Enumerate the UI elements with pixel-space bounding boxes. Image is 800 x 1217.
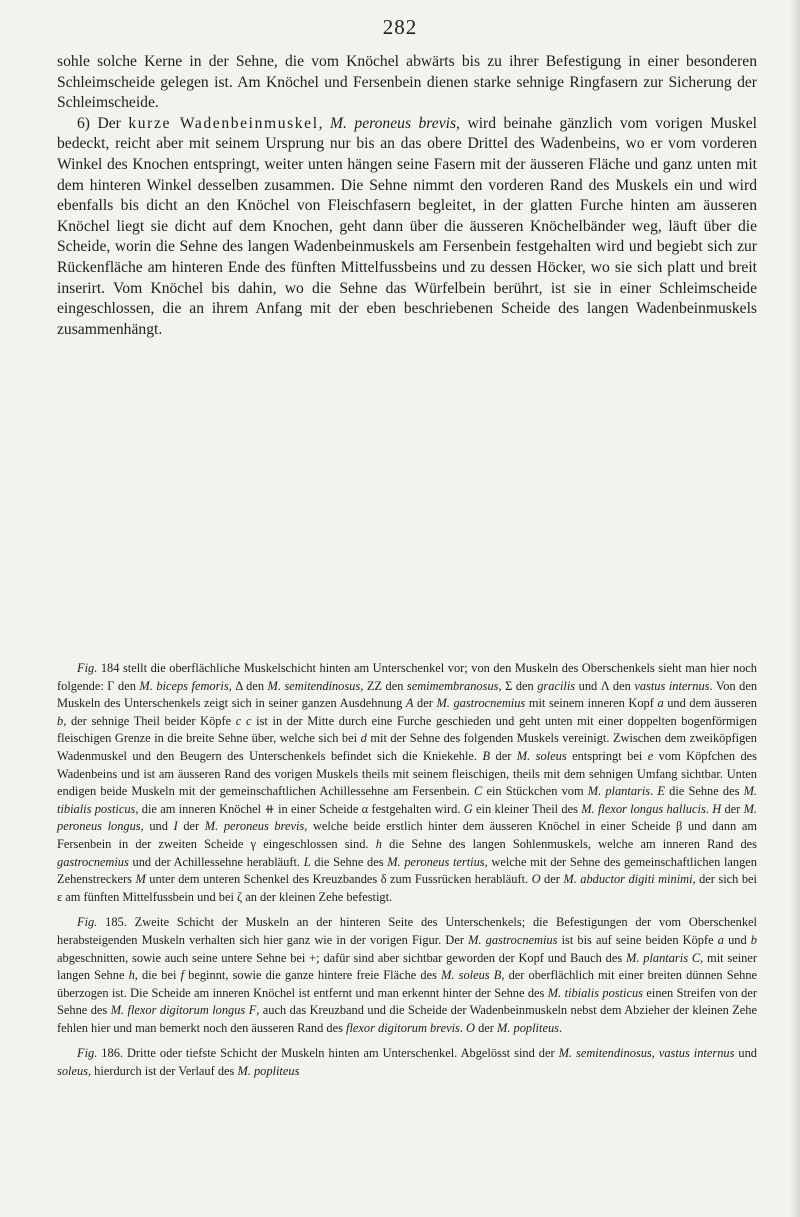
italic-term: a	[657, 696, 664, 711]
text-run: , wird beinahe gänzlich vom vorigen Muskel bedeckt, reicht aber mit seinem Ursprung nur bis an das obere Drittel des Wadenbeins, wo er vom vorderen Winkel des Knochen entspringt, weiter unten hängen seine Fasern mit der äusseren Fläche und ganz unten mit dem hinteren Winkel desselben zusammen. Die Sehne nimmt den vorderen Rand des Muskels ein und wird ebenfalls bis dicht an den Knöchel von Fleischfasern begleitet, in der glatten Furche hinten am äusseren Knöchel liegt sie dicht auf dem Knochen, geht dann über die äusseren Knöchelbänder weg, läuft über die Scheide, worin die Sehne des langen Wadenbeinmuskels am Fersenbein festgehalten wird und begiebt sich zur Rückenfläche am hinteren Ende des fünften Mittelfussbeins und zu dessen Höcker, wo sie sich platt und breit inserirt. Vom Knöchel bis dahin, wo die Sehne das Würfelbein berührt, ist sie in einer Schleimscheide eingeschlossen, die an ihrem Anfang mit der eben beschriebenen Scheide des langen Wadenbeinmuskels zusammenhängt.	[57, 114, 757, 338]
italic-term: Fig.	[77, 1046, 98, 1061]
text-run: , der sehnige Theil beider Köpfe	[63, 713, 236, 728]
text-run: der	[540, 872, 564, 887]
text-run: die Sehne des	[664, 784, 744, 799]
italic-term: O	[531, 872, 541, 887]
figure-captions	[57, 660, 757, 1089]
italic-term: semimembranosus	[406, 678, 499, 693]
text-run: , Δ den	[228, 678, 268, 693]
text-run: , und	[140, 819, 174, 834]
italic-term: A	[405, 696, 414, 711]
text-run: und dem äusseren	[663, 696, 757, 711]
caption-1	[57, 660, 757, 906]
italic-term: M. popliteus	[237, 1064, 300, 1079]
italic-term: d	[360, 731, 367, 746]
italic-term: C	[474, 784, 483, 799]
text-run: der	[721, 801, 744, 816]
italic-term: M. semitendinosus	[558, 1046, 652, 1061]
text-run: .	[459, 1020, 467, 1035]
italic-term: h	[128, 968, 135, 983]
italic-term: M. gastrocnemius	[468, 932, 558, 947]
italic-term: M. peroneus longus	[57, 801, 758, 834]
text-run: .	[705, 801, 713, 816]
italic-term: O	[466, 1020, 475, 1035]
text-run: 184 stellt die oberflächliche Muskelschicht hinten am Unterschenkel vor; von den Muskeln des Oberschenkels sieht man hier noch folgende: Γ den	[57, 661, 757, 693]
text-run: der	[474, 1020, 498, 1035]
text-run: der	[413, 696, 437, 711]
text-run: der	[490, 748, 517, 763]
text-run: unter dem unteren Schenkel des Kreuzbandes δ zum Fussrücken herabläuft.	[145, 872, 532, 887]
italic-term: c c	[235, 713, 252, 728]
text-run: die Sehne des langen Sohlenmuskels, welche am inneren Rand des	[381, 836, 757, 851]
italic-term: vastus internus	[658, 1046, 735, 1061]
italic-term: f	[180, 968, 185, 983]
text-run: . Von den Muskeln des Unterschenkels zeigt sich in seiner ganzen Ausdehnung	[57, 678, 758, 711]
italic-term: G	[463, 801, 473, 816]
italic-term: I	[173, 819, 178, 834]
italic-term: M. soleus B	[441, 968, 502, 983]
italic-term: a	[717, 932, 724, 947]
text-run: ist bis auf seine beiden Köpfe	[557, 932, 718, 947]
caption-3	[57, 1045, 757, 1080]
text-run: sohle solche Kerne in der Sehne, die vom Knöchel abwärts bis zu ihrer Befestigung in einer besonderen Schleimscheide gelegen ist. Am Knöchel und Fersenbein dienen starke sehnige Ringfasern zur Sicherung der Schleimscheide.	[57, 53, 757, 112]
text-run: vom Köpfchen des Wadenbeins und ist am äusseren Rand des vorigen Muskels theils mit seinem fleischigen, theils mit dem sehnigen Umfang sichtbar. Unten endigen beide Muskeln mit der gemeinschaftlichen Achillessehne am Fersenbein.	[57, 748, 757, 799]
text-run: und	[734, 1046, 758, 1061]
italic-term: M. flexor longus hallucis	[581, 801, 706, 816]
text-run: ,	[318, 114, 331, 132]
text-run: , Σ den	[498, 678, 538, 693]
text-run: , mit seiner langen Sehne	[57, 950, 757, 983]
italic-term: flexor digitorum brevis	[346, 1020, 460, 1035]
italic-term: gastrocnemius	[57, 854, 129, 869]
text-run: , welche beide erstlich hinter dem äusseren Knöchel in einer Scheide β und dann am Fersenbein in der zweiten Scheide γ eingeschlossen sind.	[57, 819, 757, 851]
italic-term: M. peroneus tertius	[387, 854, 485, 869]
italic-term: h	[375, 836, 382, 851]
text-run: einen Streifen von der Sehne des	[57, 985, 757, 1018]
text-run: 6) Der	[77, 114, 129, 132]
italic-term: M	[135, 872, 146, 887]
italic-term: M. popliteus	[497, 1020, 559, 1035]
page-edge-shadow	[790, 0, 800, 1217]
italic-term: Fig.	[77, 915, 98, 930]
text-run: .	[650, 784, 658, 799]
italic-term: b	[57, 713, 64, 728]
text-run: entspringt bei	[566, 748, 648, 763]
text-run: ,	[651, 1046, 659, 1061]
italic-term: B	[482, 748, 491, 763]
paragraph-2	[57, 114, 757, 341]
italic-term: M. flexor digitorum longus F	[110, 1003, 257, 1018]
text-run: 185. Zweite Schicht der Muskeln an der hinteren Seite des Unterschenkels; die Befestigungen der vom Oberschenkel herabsteigenden Muskeln verhalten sich hier ganz wie in der vorigen Figur. Der	[57, 915, 757, 947]
body-text	[57, 52, 757, 340]
italic-term: M. tibialis posticus	[57, 784, 757, 816]
text-run: , der oberflächlich mit einer breiten dünnen Sehne überzogen ist. Die Scheide am inneren Knöchel ist entfernt und man erkennt hinter der Sehne des	[57, 968, 758, 1000]
text-run: , hierdurch ist der Verlauf des	[87, 1064, 238, 1079]
text-run: und	[723, 932, 751, 947]
text-run: ein kleiner Theil des	[472, 801, 582, 816]
italic-term: M. gastrocnemius	[436, 696, 526, 711]
italic-term: M. abductor digiti minimi	[563, 872, 693, 887]
text-run: , welche mit der Sehne des gemeinschaftlichen langen Zehenstreckers	[57, 854, 757, 887]
text-run: , die bei	[134, 968, 181, 983]
text-run: , ZZ den	[360, 678, 407, 693]
text-run: , die am inneren Knöchel ⧺ in einer Scheide α festgehalten wird.	[135, 801, 464, 816]
text-run: mit seinem inneren Kopf	[525, 696, 658, 711]
text-run: .	[558, 1020, 563, 1035]
italic-term: E	[657, 784, 665, 799]
text-run: abgeschnitten, sowie auch seine untere Sehne bei +; dafür sind aber sichtbar geworden der Kopf und Bauch des	[57, 950, 627, 965]
italic-term: M. plantaris C	[626, 950, 701, 965]
text-run: beginnt, sowie die ganze hintere freie Fläche des	[184, 968, 442, 983]
italic-term: L	[303, 854, 311, 869]
italic-term: vastus internus	[634, 678, 710, 693]
text-run: der	[177, 819, 205, 834]
italic-term: M. plantaris	[587, 784, 651, 799]
caption-2	[57, 914, 757, 1037]
italic-term: b	[750, 932, 757, 947]
text-run: ist in der Mitte durch eine Furche geschieden und geht unten mit einer doppelten bogenförmigen fleischigen Grenze in die breite Sehne über, welche sich bei	[57, 713, 757, 746]
page-number: 282	[382, 15, 418, 39]
italic-term: gracilis	[537, 678, 576, 693]
italic-term: M. peroneus brevis	[204, 819, 305, 834]
text-run: die Sehne des	[310, 854, 388, 869]
italic-term: M. peroneus brevis	[330, 114, 457, 132]
text-run: , auch das Kreuzband und die Scheide der Wadenbeinmuskeln nebst dem Abzieher der kleinen Zehe fehlen hier und man bemerkt noch den äusseren Rand des	[57, 1003, 757, 1035]
text-run: ein Stückchen vom	[482, 784, 588, 799]
paragraph-1	[57, 52, 757, 114]
italic-term: M. soleus	[516, 748, 567, 763]
italic-term: M. tibialis posticus	[547, 985, 643, 1000]
text-run: mit der Sehne des folgenden Muskels vereinigt. Zwischen dem zweiköpfigen Wadenmuskel und den Beugern des Unterschenkels befindet sich die Kniekehle.	[57, 731, 758, 763]
italic-term: e	[647, 748, 654, 763]
italic-term: Fig.	[77, 661, 98, 675]
text-run: und der Achillessehne herabläuft.	[128, 854, 304, 869]
italic-term: H	[712, 801, 722, 816]
text-run: , der sich bei ε am fünften Mittelfussbein und bei ζ an der kleinen Zehe befestigt.	[57, 872, 757, 904]
text-run: kurze Wadenbeinmuskel	[128, 114, 319, 132]
text-run: 186. Dritte oder tiefste Schicht der Muskeln hinten am Unterschenkel. Abgelösst sind der	[97, 1046, 559, 1061]
italic-term: M. biceps femoris	[139, 678, 229, 693]
italic-term: soleus	[57, 1064, 88, 1079]
italic-term: M. semitendinosus	[267, 678, 361, 693]
text-run: und Λ den	[575, 678, 635, 693]
